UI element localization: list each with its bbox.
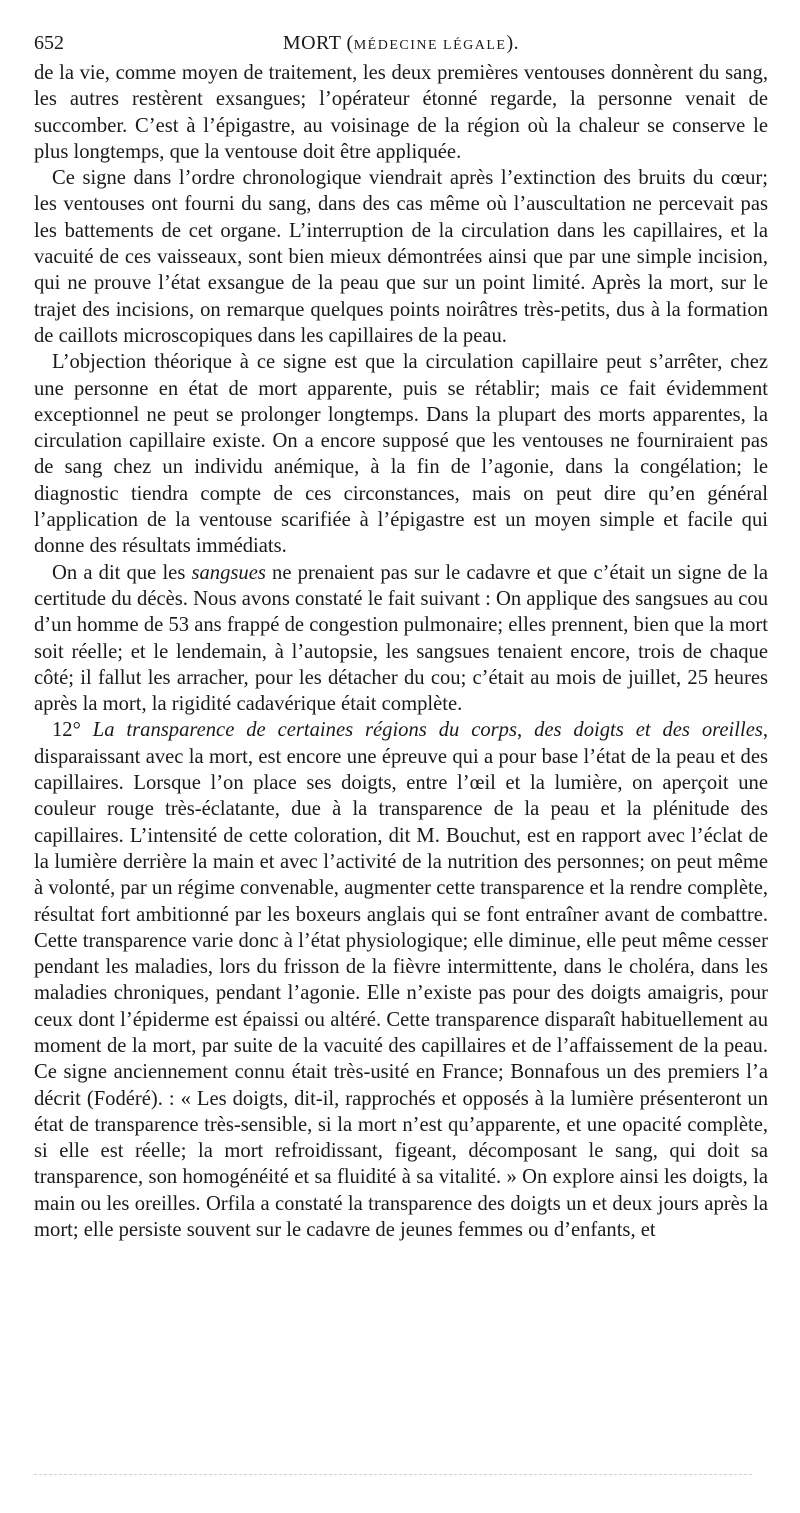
paragraph-objection: L’objection théorique à ce signe est que la circulation capillaire peut s’arrêter, chez une personne en état de mort apparente, puis se rétablir; mais ce fait évidemment exceptionnel ne peut se prolonger longtemps. Dans la plupart des morts apparentes, la circulation capillaire existe. On a encore supposé que les ventouses ne fourniraient pas de sang chez un individu anémique, à la fin de l’agonie, dans la congélation; le diagnostic tiendra compte de ces circonstances, mais on peut dire qu’en général l’application de la ventouse scarifiée à l’épigastre est un moyen simple et facile qui donne des résultats immédiats. <box>34 351 768 558</box>
transparence-body: , disparaissant avec la mort, est encore une épreuve qui a pour base l’état de la peau et des capillaires. Lorsque l’on place ses doigts, entre l’œil et la lumière, on aperçoit une couleur rouge très-éclatante, due à la transparence de la peau et la plénitude des capillaires. L’intensité de cette coloration, dit M. Bouchut, est en rapport avec l’éclat de la lumière derrière la main et avec l’activité de la nutrition des personnes; on peut même à volonté, par un régime convenable, augmenter cette transparence et la rendre complète, résultat fort ambitionné par les boxeurs anglais qui se font entraîner avant de combattre. Cette transparence varie donc à l’état physiologique; elle diminue, elle peut même cesser pendant les maladies, lors du frisson de la fièvre intermittente, dans le choléra, dans les maladies chroniques, pendant l’agonie. Elle n’existe pas pour des doigts amaigris, pour ceux dont l’épiderme est épaissi ou altéré. Cette transparence disparaît habituellement au moment de la mort, par suite de la vacuité des capillaires et de l’affaissement de la peau. Ce signe anciennement connu était très-usité en France; Bonnafous un des premiers l’a décrit (Fodéré). : « Les doigts, dit-il, rapprochés et opposés à la lumière présenteront un état de transparence très-sensible, si la mort n’est qu’apparente, et une opacité complète, si elle est réelle; la mort refroidissant, figeant, décomposant le sang, qui doit sa transparence, son homogénéité et sa fluidité à sa vitalité. » On explore ainsi les doigts, la main ou les oreilles. Orfila a constaté la transparence des doigts un et deux jours après la mort; elle persiste souvent sur le cadavre de jeunes femmes ou d’enfants, et <box>34 719 769 1242</box>
page-number: 652 <box>34 32 64 54</box>
sangsues-term: sangsues <box>191 561 266 584</box>
sangsues-body: ne prenaient pas sur le cadavre et que c’était un signe de la certitude du décès. Nous avons constaté le fait suivant : On applique des sangsues au cou d’un homme de 53 ans frappé de congestion pulmonaire; elles prennent, bien que la mort soit réelle; et le lendemain, à l’autopsie, les sangsues tenaient encore, trois de chaque côté; il fallut les arracher, pour les détacher du cou; c’était au mois de juillet, 25 heures après la mort, la rigidité cadavérique était complète. <box>34 561 768 716</box>
book-page <box>34 26 768 1243</box>
running-head-subject: MÉDECINE LÉGALE <box>353 38 507 53</box>
transparence-subtitle: des doigts et des oreilles <box>534 719 763 742</box>
footer-divider <box>34 1474 752 1475</box>
paragraph-signe-chronologique: Ce signe dans l’ordre chronologique viendrait après l’extinction des bruits du cœur; les ventouses ont fourni du sang, dans des cas même où l’auscultation ne percevait pas les battements de cet organe. L’interruption de la circulation dans les capillaires, et la vacuité de ces vaisseaux, sont bien mieux démontrées ainsi que par une simple incision, qui ne prouve l’état exsangue de la peau que sur un point limité. Après la mort, sur le trajet des incisions, on remarque quelques points noirâtres très-petits, dus à la formation de caillots microscopiques dans les capillaires de la peau. <box>34 167 768 347</box>
transparence-title: La transparence de certaines régions du corps <box>92 719 517 742</box>
paragraph-continued: de la vie, comme moyen de traitement, les deux premières ventouses donnèrent du sang, les autres restèrent exsangues; l’opérateur étonné regarde, la personne venait de succomber. C’est à l’épigastre, au voisinage de la région où la chaleur se conserve le plus longtemps, que la ventouse doit être appliquée. <box>34 62 768 163</box>
section-number: 12° <box>52 719 81 742</box>
running-head-end: ). <box>506 32 520 54</box>
running-head-main: MORT ( <box>282 32 354 54</box>
paragraph-transparence <box>34 717 768 1243</box>
sangsues-lead: On a dit que les <box>52 561 192 584</box>
body-text <box>34 60 768 1243</box>
paragraph-sangsues <box>34 560 768 718</box>
transparence-sep: , <box>516 719 535 742</box>
running-head <box>34 32 768 55</box>
page-header <box>34 26 768 60</box>
